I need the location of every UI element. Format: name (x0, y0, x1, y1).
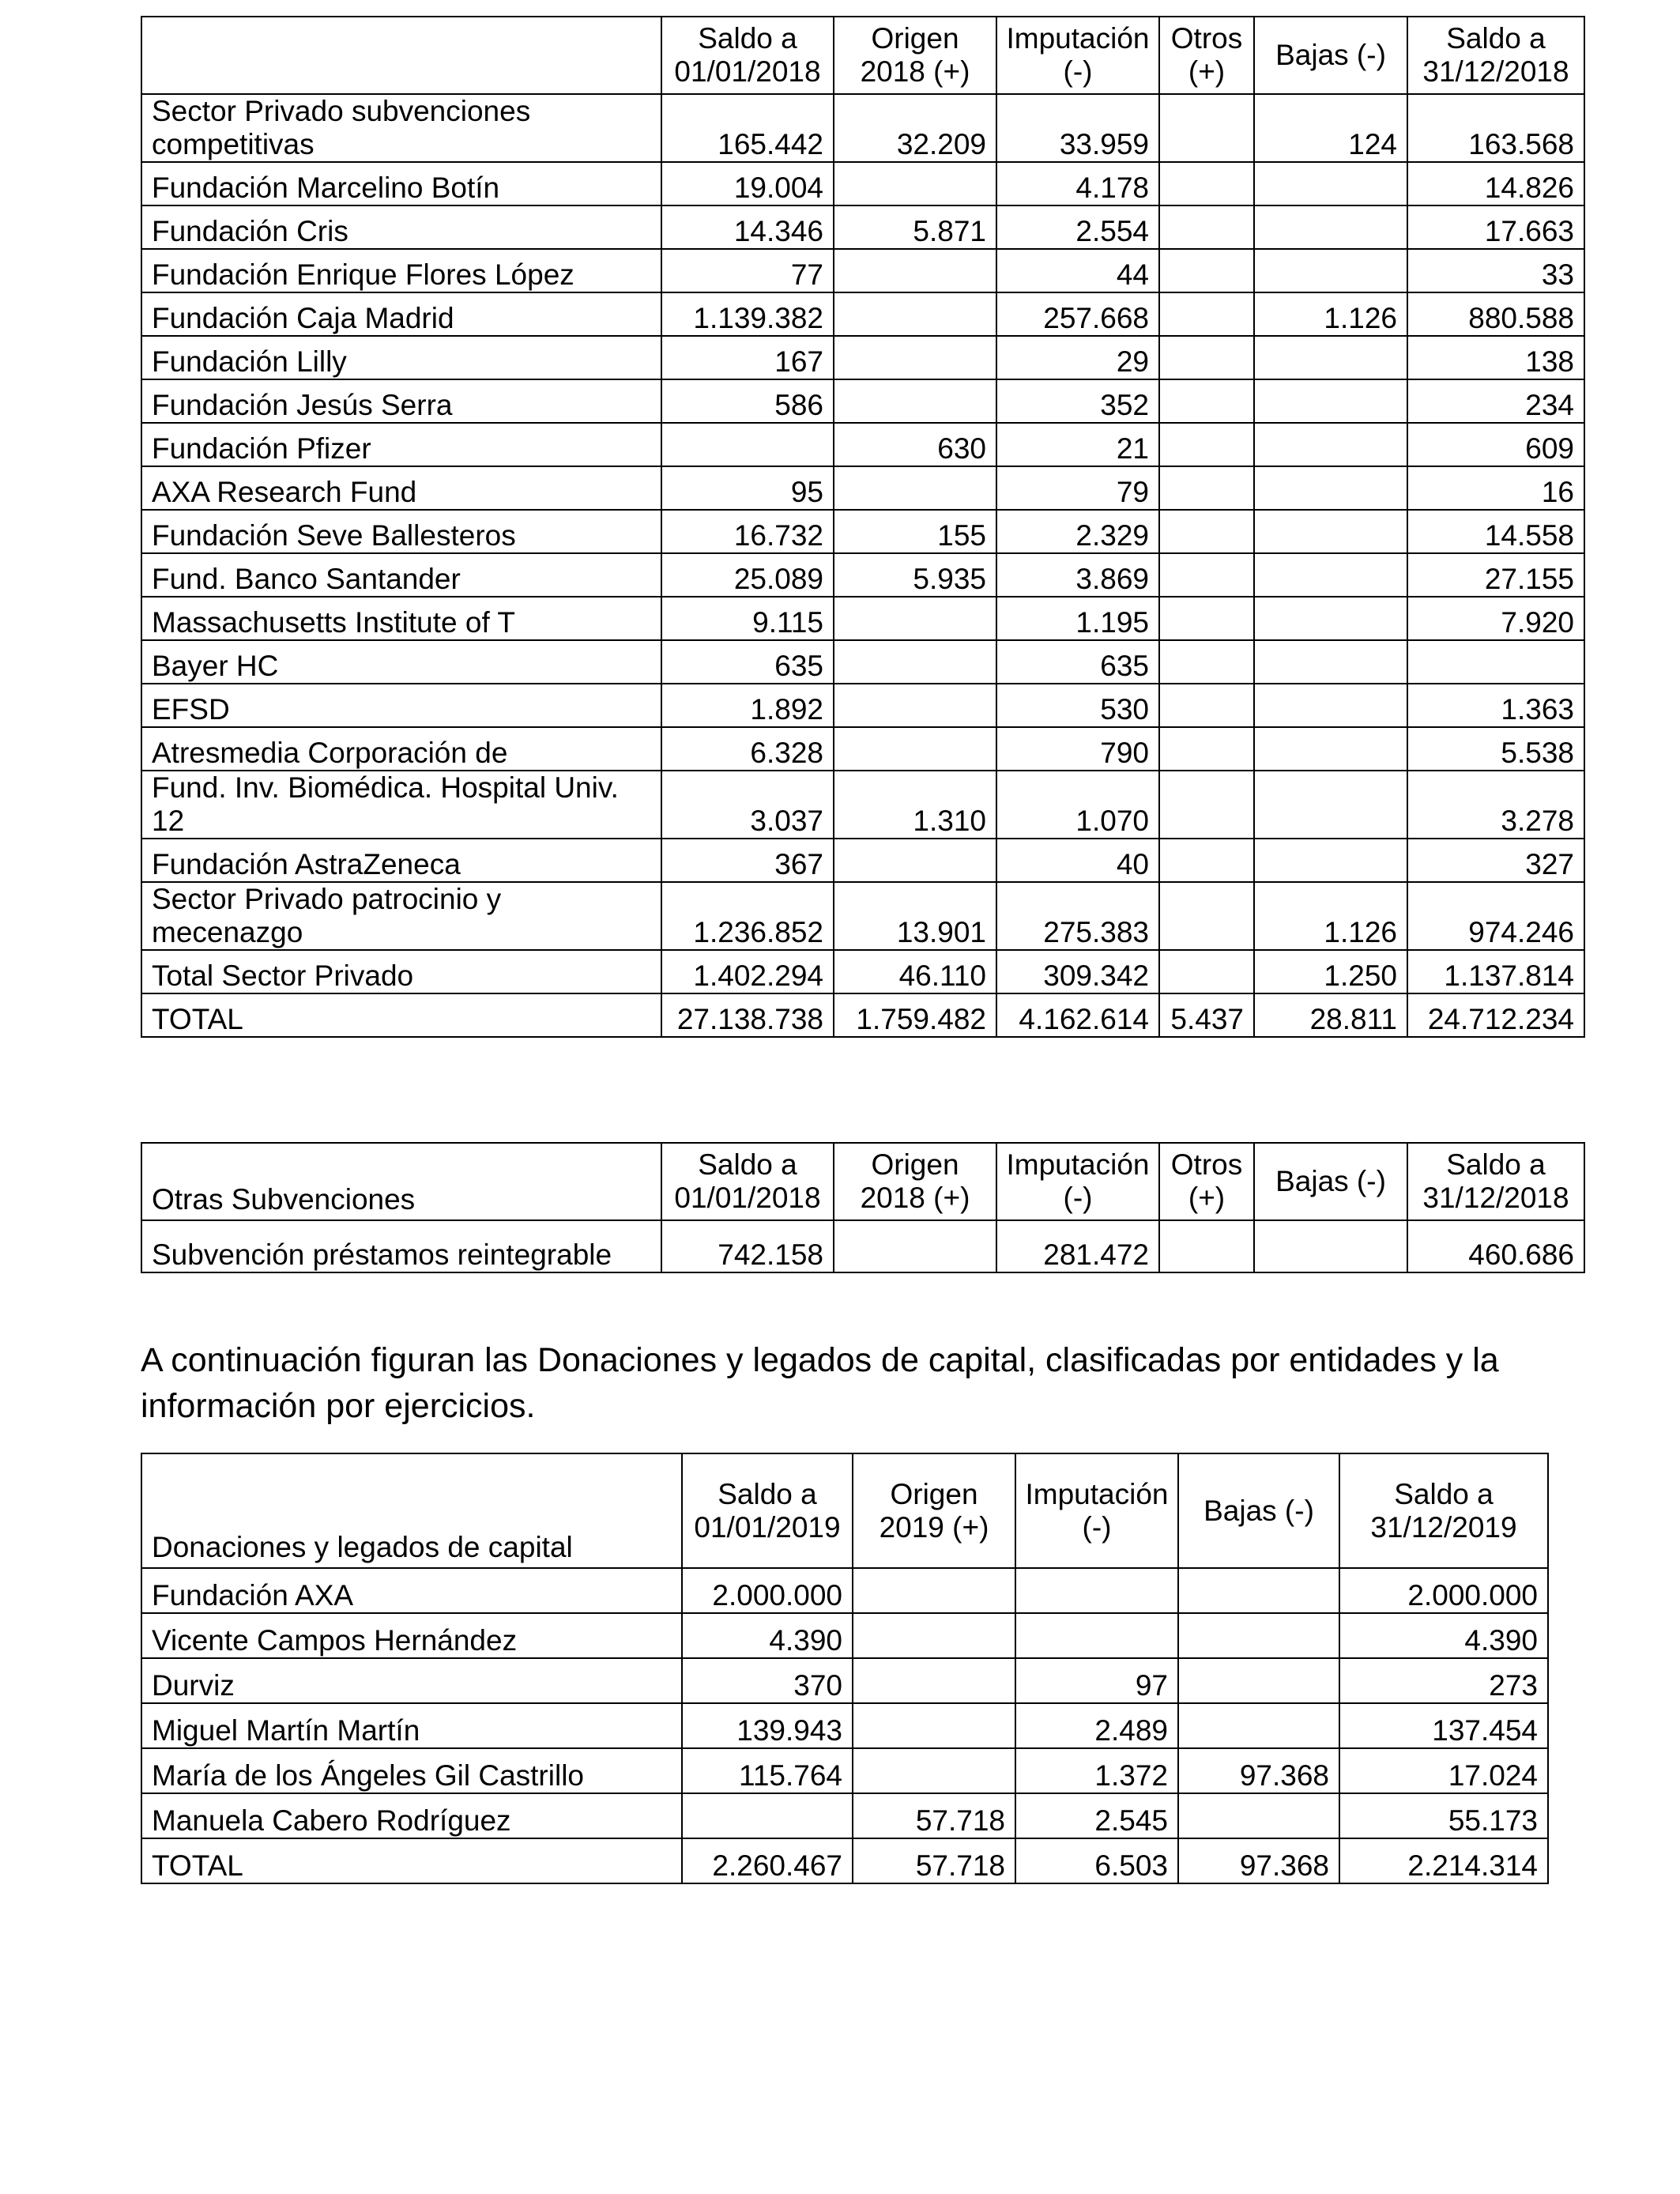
value-cell (853, 1658, 1015, 1703)
value-cell: 139.943 (682, 1703, 853, 1748)
value-cell: 138 (1407, 336, 1584, 379)
value-cell: 14.826 (1407, 162, 1584, 205)
table-header-row (141, 1143, 1584, 1220)
value-cell: 165.442 (661, 94, 834, 162)
value-cell: 327 (1407, 839, 1584, 882)
value-cell: 29 (996, 336, 1159, 379)
value-cell (1178, 1613, 1339, 1658)
value-cell (1254, 423, 1407, 466)
value-cell (834, 336, 996, 379)
value-cell: 6.328 (661, 727, 834, 771)
row-label-cell: Durviz (141, 1658, 682, 1703)
table-row (141, 510, 1584, 553)
table-row (141, 292, 1584, 336)
value-cell (834, 684, 996, 727)
value-cell (1159, 205, 1254, 249)
value-cell: 1.372 (1015, 1748, 1178, 1793)
value-cell: 6.503 (1015, 1838, 1178, 1883)
value-cell: 5.437 (1159, 993, 1254, 1037)
table-row (141, 466, 1584, 510)
value-cell (1159, 510, 1254, 553)
value-cell: 3.869 (996, 553, 1159, 597)
value-cell: 7.920 (1407, 597, 1584, 640)
value-cell: 9.115 (661, 597, 834, 640)
header-cell: Imputación (-) (1015, 1453, 1178, 1568)
header-cell: Imputación (-) (996, 1143, 1159, 1220)
row-label-cell: Fundación Lilly (141, 336, 661, 379)
row-label-cell: Manuela Cabero Rodríguez (141, 1793, 682, 1838)
value-cell (1178, 1703, 1339, 1748)
value-cell: 4.162.614 (996, 993, 1159, 1037)
value-cell (1254, 1220, 1407, 1272)
value-cell: 77 (661, 249, 834, 292)
table-row (141, 771, 1584, 839)
row-label-cell: Bayer HC (141, 640, 661, 684)
table-row (141, 423, 1584, 466)
value-cell: 55.173 (1339, 1793, 1548, 1838)
value-cell: 4.178 (996, 162, 1159, 205)
table-header-row (141, 1453, 1548, 1568)
value-cell: 13.901 (834, 882, 996, 950)
value-cell (1159, 1220, 1254, 1272)
table-row (141, 205, 1584, 249)
row-label-cell: María de los Ángeles Gil Castrillo (141, 1748, 682, 1793)
value-cell: 57.718 (853, 1793, 1015, 1838)
value-cell: 14.558 (1407, 510, 1584, 553)
value-cell (1254, 597, 1407, 640)
value-cell: 2.489 (1015, 1703, 1178, 1748)
table-row (141, 1793, 1548, 1838)
value-cell (853, 1568, 1015, 1613)
table-row (141, 839, 1584, 882)
value-cell (1159, 882, 1254, 950)
value-cell (1159, 292, 1254, 336)
value-cell (853, 1703, 1015, 1748)
header-cell: Bajas (-) (1178, 1453, 1339, 1568)
value-cell (1254, 205, 1407, 249)
value-cell: 5.935 (834, 553, 996, 597)
value-cell: 530 (996, 684, 1159, 727)
table-row (141, 1748, 1548, 1793)
value-cell (661, 423, 834, 466)
table-row (141, 336, 1584, 379)
row-label-cell: TOTAL (141, 1838, 682, 1883)
value-cell: 28.811 (1254, 993, 1407, 1037)
value-cell: 2.000.000 (682, 1568, 853, 1613)
row-label-cell: Sector Privado patrocinio y mecenazgo (141, 882, 661, 950)
value-cell: 309.342 (996, 950, 1159, 993)
value-cell (834, 466, 996, 510)
value-cell: 25.089 (661, 553, 834, 597)
value-cell (1159, 684, 1254, 727)
row-label-cell: Miguel Martín Martín (141, 1703, 682, 1748)
value-cell: 16 (1407, 466, 1584, 510)
value-cell: 5.538 (1407, 727, 1584, 771)
header-cell: Imputación (-) (996, 17, 1159, 94)
value-cell: 609 (1407, 423, 1584, 466)
row-label-cell: Fundación Cris (141, 205, 661, 249)
value-cell: 4.390 (1339, 1613, 1548, 1658)
table-row (141, 684, 1584, 727)
header-cell: Otros (+) (1159, 1143, 1254, 1220)
header-cell: Saldo a 31/12/2018 (1407, 1143, 1584, 1220)
value-cell: 24.712.234 (1407, 993, 1584, 1037)
row-label-cell: Fundación Marcelino Botín (141, 162, 661, 205)
value-cell: 1.139.382 (661, 292, 834, 336)
value-cell: 974.246 (1407, 882, 1584, 950)
value-cell: 16.732 (661, 510, 834, 553)
intro-paragraph: A continuación figuran las Donaciones y legados de capital, clasificadas por entidades y la información por ejercicios. (141, 1341, 1499, 1425)
value-cell: 1.137.814 (1407, 950, 1584, 993)
subvenciones-privadas-table (141, 16, 1585, 1038)
row-label-cell: Subvención préstamos reintegrable (141, 1220, 661, 1272)
value-cell: 275.383 (996, 882, 1159, 950)
table-row (141, 597, 1584, 640)
value-cell: 234 (1407, 379, 1584, 423)
table-row (141, 640, 1584, 684)
value-cell (1407, 640, 1584, 684)
value-cell: 1.126 (1254, 292, 1407, 336)
table-row (141, 993, 1584, 1037)
value-cell: 27.155 (1407, 553, 1584, 597)
value-cell (1254, 684, 1407, 727)
value-cell: 17.024 (1339, 1748, 1548, 1793)
table-header-row (141, 17, 1584, 94)
row-label-cell: Fundación Jesús Serra (141, 379, 661, 423)
value-cell (1159, 423, 1254, 466)
value-cell: 1.070 (996, 771, 1159, 839)
value-cell (1015, 1568, 1178, 1613)
value-cell (1254, 839, 1407, 882)
value-cell: 635 (661, 640, 834, 684)
value-cell: 1.250 (1254, 950, 1407, 993)
value-cell (1159, 640, 1254, 684)
row-label-cell: Fund. Banco Santander (141, 553, 661, 597)
header-cell: Saldo a 31/12/2018 (1407, 17, 1584, 94)
value-cell: 163.568 (1407, 94, 1584, 162)
table-row (141, 1658, 1548, 1703)
table-body (141, 94, 1584, 1037)
table-row (141, 379, 1584, 423)
value-cell: 257.668 (996, 292, 1159, 336)
value-cell (834, 727, 996, 771)
value-cell: 57.718 (853, 1838, 1015, 1883)
value-cell: 27.138.738 (661, 993, 834, 1037)
value-cell: 97 (1015, 1658, 1178, 1703)
value-cell: 40 (996, 839, 1159, 882)
header-cell: Otras Subvenciones (141, 1143, 661, 1220)
value-cell: 1.759.482 (834, 993, 996, 1037)
value-cell: 1.195 (996, 597, 1159, 640)
value-cell (1178, 1658, 1339, 1703)
row-label-cell: Fundación Seve Ballesteros (141, 510, 661, 553)
header-cell: Origen 2018 (+) (834, 1143, 996, 1220)
value-cell: 33.959 (996, 94, 1159, 162)
value-cell: 1.402.294 (661, 950, 834, 993)
value-cell (1159, 553, 1254, 597)
header-cell: Otros (+) (1159, 17, 1254, 94)
row-label-cell: Atresmedia Corporación de (141, 727, 661, 771)
value-cell (834, 292, 996, 336)
value-cell (1015, 1613, 1178, 1658)
value-cell (1159, 727, 1254, 771)
value-cell: 635 (996, 640, 1159, 684)
header-cell: Saldo a 01/01/2018 (661, 17, 834, 94)
value-cell: 79 (996, 466, 1159, 510)
value-cell (1254, 640, 1407, 684)
table-row (141, 1568, 1548, 1613)
value-cell (1178, 1568, 1339, 1613)
value-cell (834, 162, 996, 205)
value-cell (1159, 336, 1254, 379)
value-cell: 880.588 (1407, 292, 1584, 336)
row-label-cell: Sector Privado subvenciones competitivas (141, 94, 661, 162)
value-cell: 1.310 (834, 771, 996, 839)
value-cell: 2.545 (1015, 1793, 1178, 1838)
value-cell (1254, 162, 1407, 205)
row-label-cell: Fundación Enrique Flores López (141, 249, 661, 292)
header-cell: Saldo a 01/01/2019 (682, 1453, 853, 1568)
header-cell: Saldo a 31/12/2019 (1339, 1453, 1548, 1568)
value-cell (1159, 771, 1254, 839)
value-cell: 273 (1339, 1658, 1548, 1703)
value-cell: 14.346 (661, 205, 834, 249)
value-cell: 46.110 (834, 950, 996, 993)
table-row (141, 1703, 1548, 1748)
value-cell: 2.329 (996, 510, 1159, 553)
value-cell (1159, 94, 1254, 162)
value-cell: 17.663 (1407, 205, 1584, 249)
value-cell (853, 1748, 1015, 1793)
value-cell: 1.363 (1407, 684, 1584, 727)
table-row (141, 1220, 1584, 1272)
donaciones-legados-table (141, 1453, 1549, 1884)
value-cell: 3.278 (1407, 771, 1584, 839)
value-cell: 2.260.467 (682, 1838, 853, 1883)
value-cell: 630 (834, 423, 996, 466)
value-cell (1159, 162, 1254, 205)
value-cell (1159, 466, 1254, 510)
value-cell (834, 597, 996, 640)
value-cell (834, 640, 996, 684)
value-cell: 281.472 (996, 1220, 1159, 1272)
value-cell (1159, 950, 1254, 993)
value-cell (1254, 336, 1407, 379)
header-cell: Donaciones y legados de capital (141, 1453, 682, 1568)
table-row (141, 1838, 1548, 1883)
row-label-cell: Fundación AXA (141, 1568, 682, 1613)
row-label-cell: EFSD (141, 684, 661, 727)
header-cell (141, 17, 661, 94)
table-row (141, 882, 1584, 950)
value-cell (834, 249, 996, 292)
header-cell: Bajas (-) (1254, 17, 1407, 94)
value-cell: 32.209 (834, 94, 996, 162)
table-row (141, 727, 1584, 771)
value-cell: 352 (996, 379, 1159, 423)
value-cell (1254, 727, 1407, 771)
value-cell: 97.368 (1178, 1838, 1339, 1883)
table-body (141, 1220, 1584, 1272)
value-cell (1254, 466, 1407, 510)
value-cell (1159, 379, 1254, 423)
row-label-cell: Fundación AstraZeneca (141, 839, 661, 882)
value-cell: 367 (661, 839, 834, 882)
value-cell (1254, 553, 1407, 597)
value-cell: 44 (996, 249, 1159, 292)
value-cell: 370 (682, 1658, 853, 1703)
value-cell (1254, 510, 1407, 553)
value-cell: 3.037 (661, 771, 834, 839)
value-cell (1254, 771, 1407, 839)
header-cell: Origen 2018 (+) (834, 17, 996, 94)
row-label-cell: TOTAL (141, 993, 661, 1037)
value-cell: 95 (661, 466, 834, 510)
value-cell: 460.686 (1407, 1220, 1584, 1272)
table-row (141, 553, 1584, 597)
value-cell: 97.368 (1178, 1748, 1339, 1793)
value-cell: 742.158 (661, 1220, 834, 1272)
value-cell: 586 (661, 379, 834, 423)
value-cell: 2.000.000 (1339, 1568, 1548, 1613)
value-cell: 1.236.852 (661, 882, 834, 950)
value-cell (1178, 1793, 1339, 1838)
value-cell (682, 1793, 853, 1838)
table-row (141, 162, 1584, 205)
value-cell: 2.554 (996, 205, 1159, 249)
value-cell: 790 (996, 727, 1159, 771)
otras-subvenciones-table (141, 1142, 1585, 1273)
value-cell: 33 (1407, 249, 1584, 292)
row-label-cell: Massachusetts Institute of T (141, 597, 661, 640)
value-cell (1254, 249, 1407, 292)
value-cell: 1.126 (1254, 882, 1407, 950)
value-cell (834, 1220, 996, 1272)
value-cell (834, 379, 996, 423)
value-cell (1159, 597, 1254, 640)
value-cell (1159, 839, 1254, 882)
header-cell: Bajas (-) (1254, 1143, 1407, 1220)
table-row (141, 1613, 1548, 1658)
header-cell: Saldo a 01/01/2018 (661, 1143, 834, 1220)
value-cell: 2.214.314 (1339, 1838, 1548, 1883)
table-row (141, 94, 1584, 162)
value-cell (853, 1613, 1015, 1658)
value-cell: 115.764 (682, 1748, 853, 1793)
value-cell: 124 (1254, 94, 1407, 162)
value-cell: 19.004 (661, 162, 834, 205)
header-cell: Origen 2019 (+) (853, 1453, 1015, 1568)
row-label-cell: Total Sector Privado (141, 950, 661, 993)
value-cell (1254, 379, 1407, 423)
row-label-cell: Fundación Caja Madrid (141, 292, 661, 336)
value-cell: 21 (996, 423, 1159, 466)
value-cell (834, 839, 996, 882)
table-row (141, 950, 1584, 993)
value-cell: 1.892 (661, 684, 834, 727)
table-body (141, 1568, 1548, 1883)
value-cell: 4.390 (682, 1613, 853, 1658)
row-label-cell: Fund. Inv. Biomédica. Hospital Univ. 12 (141, 771, 661, 839)
value-cell: 5.871 (834, 205, 996, 249)
value-cell (1159, 249, 1254, 292)
row-label-cell: Fundación Pfizer (141, 423, 661, 466)
value-cell: 167 (661, 336, 834, 379)
value-cell: 137.454 (1339, 1703, 1548, 1748)
row-label-cell: Vicente Campos Hernández (141, 1613, 682, 1658)
row-label-cell: AXA Research Fund (141, 466, 661, 510)
value-cell: 155 (834, 510, 996, 553)
table-row (141, 249, 1584, 292)
